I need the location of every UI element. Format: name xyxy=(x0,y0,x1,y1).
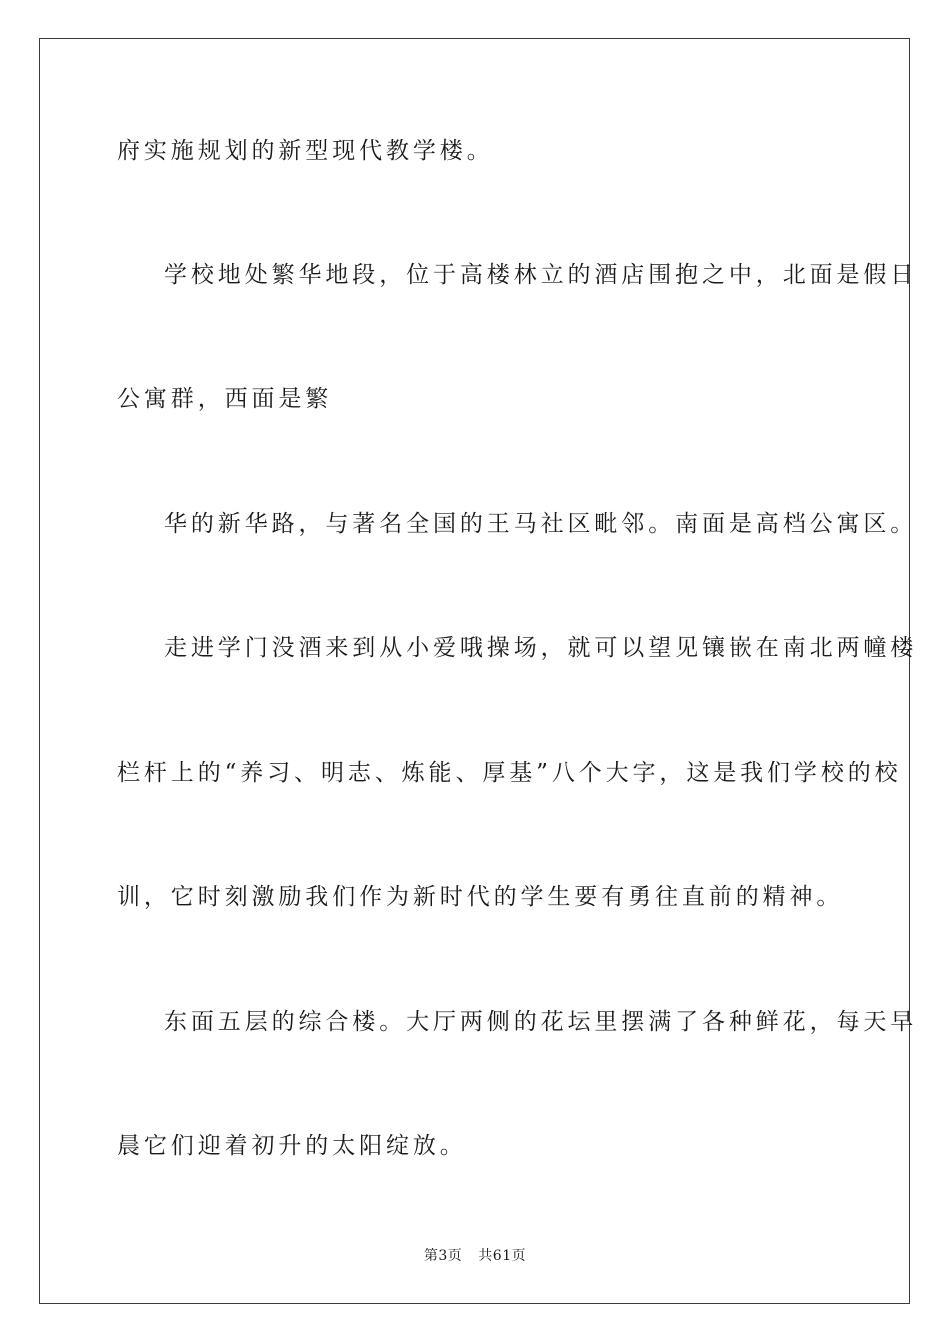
page-total: 共61页 xyxy=(478,1248,527,1264)
page-number: 第3页 xyxy=(423,1248,463,1264)
text-line-4: 华的新华路，与著名全国的王马社区毗邻。南面是高档公寓区。 xyxy=(164,511,918,537)
text-line-3: 公寓群，西面是繁 xyxy=(117,386,333,412)
text-line-2: 学校地处繁华地段，位于高楼林立的酒店围抱之中，北面是假日 xyxy=(164,262,918,288)
text-line-1: 府实施规划的新型现代教学楼。 xyxy=(117,138,494,164)
page-footer xyxy=(0,1247,950,1265)
text-line-8: 东面五层的综合楼。大厅两侧的花坛里摆满了各种鲜花，每天早 xyxy=(164,1009,918,1035)
text-line-9: 晨它们迎着初升的太阳绽放。 xyxy=(117,1133,467,1159)
text-line-6: 栏杆上的“养习、明志、炼能、厚基”八个大字，这是我们学校的校 xyxy=(117,760,902,786)
text-line-5: 走进学门没酒来到从小爱哦操场，就可以望见镶嵌在南北两幢楼 xyxy=(164,635,918,661)
text-line-7: 训，它时刻激励我们作为新时代的学生要有勇往直前的精神。 xyxy=(117,884,844,910)
page-border xyxy=(39,38,918,1304)
